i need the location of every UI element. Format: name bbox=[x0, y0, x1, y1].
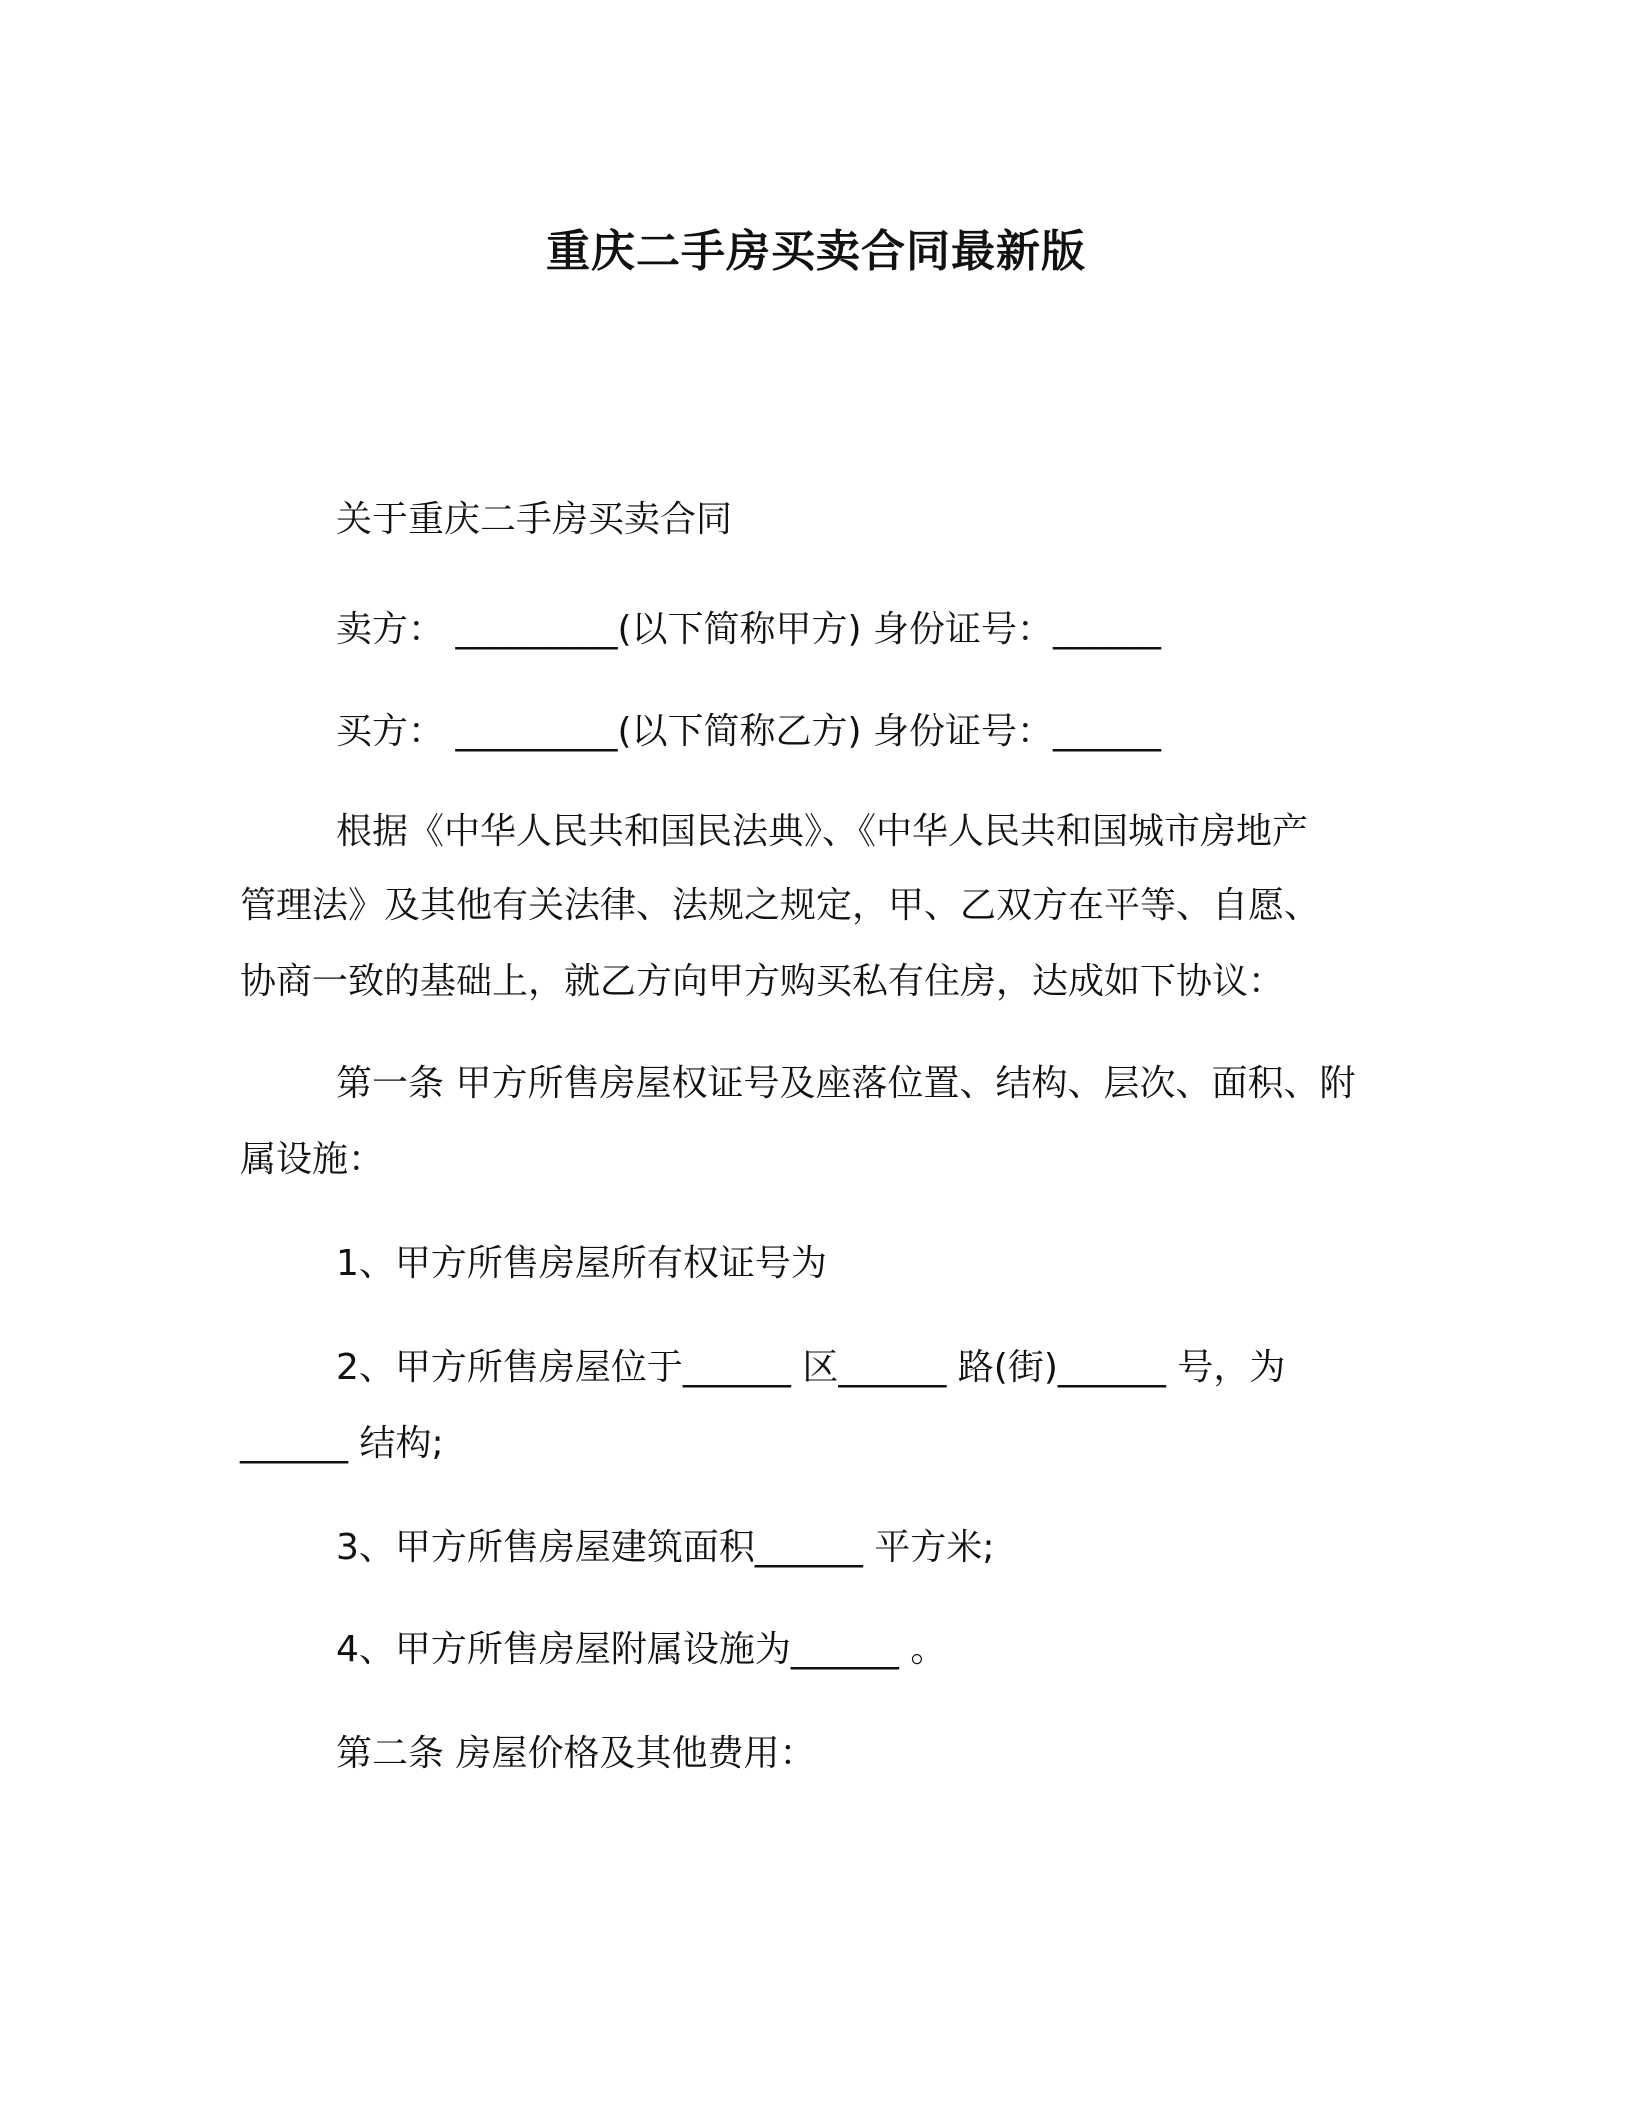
clause-4: 4、甲方所售房屋附属设施为______ 。 bbox=[336, 1629, 947, 1670]
seller-line: 卖方： _________(以下简称甲方) 身份证号：______ bbox=[336, 609, 1161, 650]
clause-1: 1、甲方所售房屋所有权证号为 bbox=[336, 1243, 827, 1284]
buyer-line: 买方： _________(以下简称乙方) 身份证号：______ bbox=[336, 711, 1161, 752]
article-1-line-1: 第一条 甲方所售房屋权证号及座落位置、结构、层次、面积、附 bbox=[336, 1063, 1356, 1104]
preamble-line-1: 根据《中华人民共和国民法典》、《中华人民共和国城市房地产 bbox=[336, 811, 1309, 852]
clause-2-line-1: 2、甲方所售房屋位于______ 区______ 路(街)______ 号，为 bbox=[336, 1347, 1286, 1388]
clause-3: 3、甲方所售房屋建筑面积______ 平方米; bbox=[336, 1527, 995, 1568]
preamble-line-2: 管理法》及其他有关法律、法规之规定，甲、乙双方在平等、自愿、 bbox=[240, 885, 1321, 926]
document-title: 重庆二手房买卖合同最新版 bbox=[546, 226, 1086, 277]
clause-2-line-2: ______ 结构; bbox=[240, 1423, 444, 1464]
article-2-heading: 第二条 房屋价格及其他费用： bbox=[336, 1733, 816, 1774]
contract-heading: 关于重庆二手房买卖合同 bbox=[336, 499, 733, 540]
article-1-line-2: 属设施： bbox=[240, 1139, 385, 1180]
preamble-line-3: 协商一致的基础上，就乙方向甲方购买私有住房，达成如下协议： bbox=[240, 961, 1285, 1002]
